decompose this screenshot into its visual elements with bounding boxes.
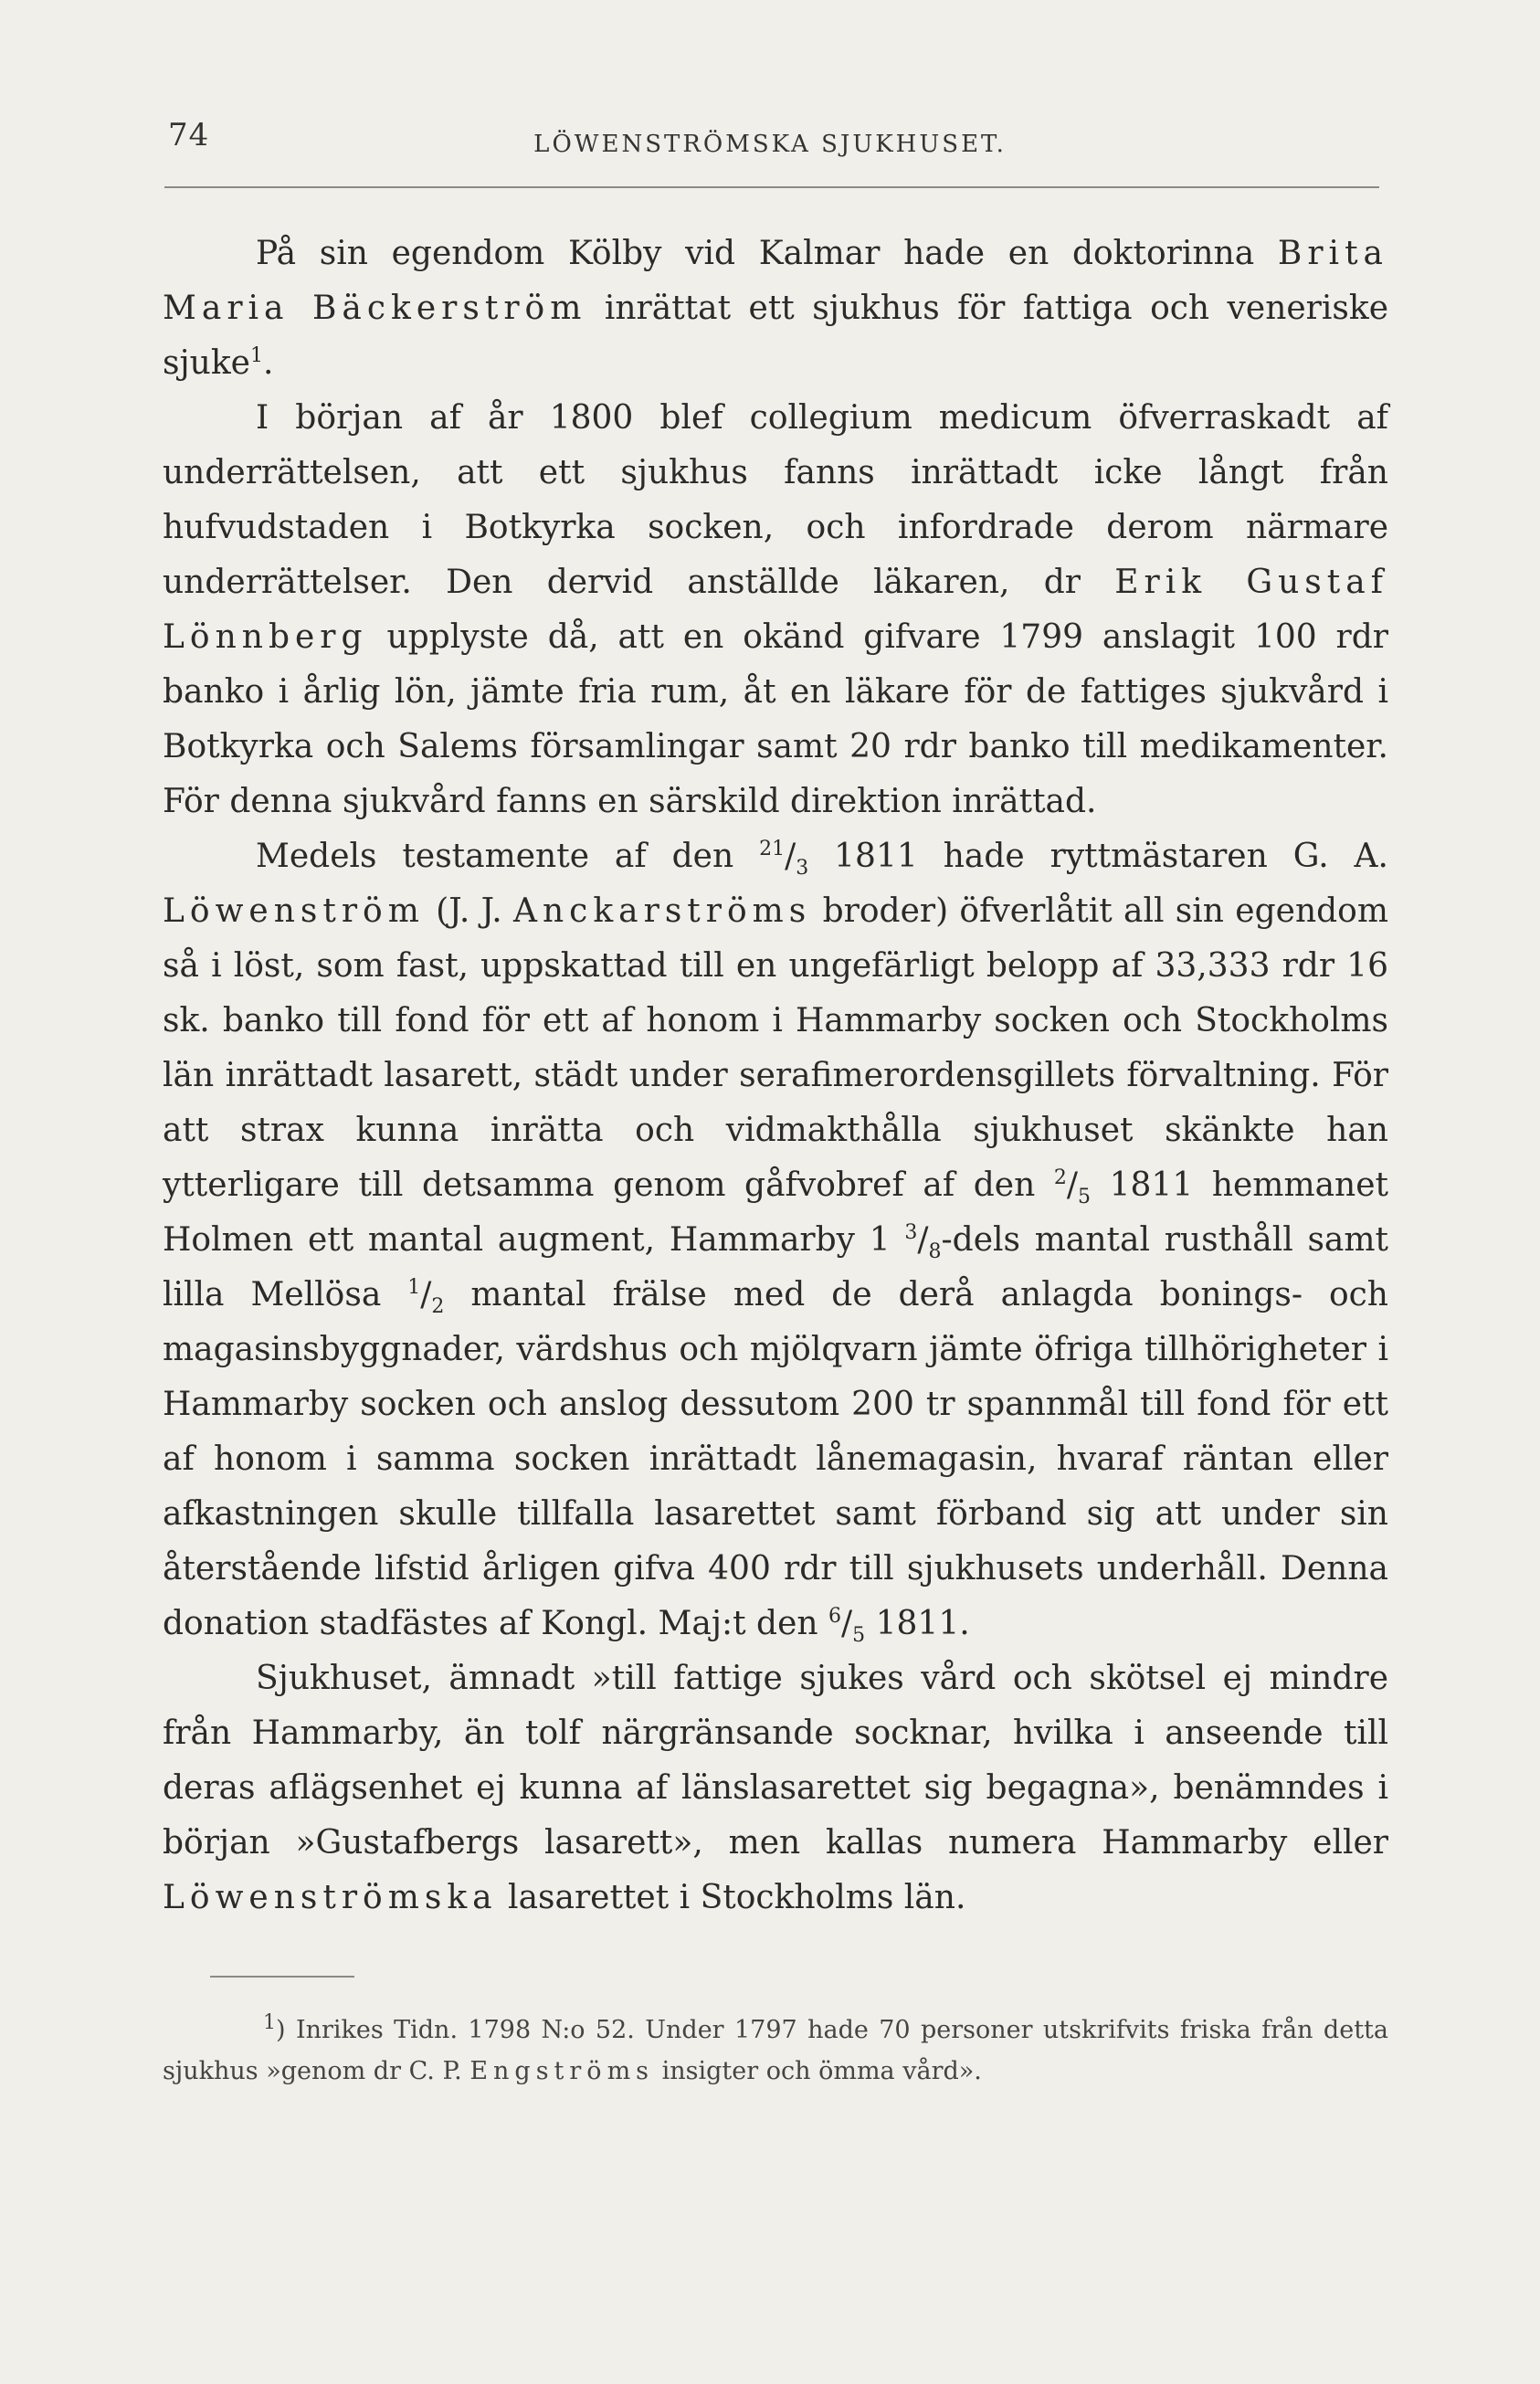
text-run: insigter och ömma vård». [654,2057,982,2085]
running-title: LÖWENSTRÖMSKA SJUKHUSET. [533,131,1007,158]
person-name: Brita Maria Bäckerström [163,235,1388,327]
text-run: upplyste då, att en okänd gifvare 1799 anslagit 100 rdr banko i årlig lön, jämte fria rum, åt en läkare för de fattiges sjukvård i Botkyrka och Salems församlingar samt 20 rdr banko till medikamenter. För denna sjukvård fanns en särskild direktion inrättad. [163,618,1388,820]
fraction-numerator: 3 [904,1221,918,1244]
person-name: Anckarströms [513,892,812,930]
footnote-rule [210,1976,354,1978]
footnote-ref: 1 [249,344,263,367]
person-name: Löwenström [163,892,425,930]
text-run: I början af år 1800 blef collegium medicum öfverraskadt af underrättelsen, att ett sjukhus fanns inrättadt icke långt från hufvudstaden i Botkyrka socken, och infordrade derom närmare underrättelser. Den dervid anställde läkaren, dr [163,399,1388,601]
text-run: 1811 hade ryttmästaren G. A. [808,838,1388,875]
date-month: 5 [1078,1186,1092,1209]
fraction-denominator: 2 [431,1295,445,1319]
text-run: På sin egendom Kölby vid Kalmar hade en doktorinna [256,235,1278,272]
text-run: (J. J. [424,892,513,930]
header-rule [164,186,1379,188]
person-name: Erik Gustaf Lönnberg [163,564,1388,656]
fraction-denominator: 8 [928,1240,942,1264]
date-month: 5 [852,1624,866,1648]
text-run: Medels testamente af den [256,838,760,875]
text-run: lasarettet i Stockholms län. [497,1879,966,1916]
text-run: . [262,344,274,382]
text-run: broder) öfverlåtit all sin egendom så i löst, som fast, uppskattad till en ungefärligt belopp af 33,333 rdr 16 sk. banko till fond för ett af honom i Hammarby socken och Stockholms län inrättadt lasarett, städt under serafimerordensgillets förvaltning. För att strax kunna inrätta och vidmakthålla sjukhuset skänkte han ytterligare till detsamma genom gåfvobref af den [163,892,1388,1204]
paragraph-2 [163,391,1388,829]
footnote-marker: 1 [263,2011,276,2034]
fraction-numerator: 1 [407,1276,421,1299]
person-name: Engströms [469,2057,655,2085]
body-text [163,227,1388,1925]
text-run: 1811. [865,1605,970,1642]
date-day: 6 [828,1605,842,1628]
person-name: Löwenströmska [163,1879,498,1916]
date-day: 21 [759,838,786,860]
paragraph-4 [163,1651,1388,1925]
date-month: 3 [796,857,809,881]
text-run: Inrikes Tidn. 1798 N:o 52. Under 1797 hade 70 personer utskrifvits friska från detta sjukhus »genom dr C. P. [163,2016,1388,2085]
date-day: 2 [1053,1166,1067,1189]
text-run: mantal frälse med de derå anlagda bonings- och magasinsbyggnader, värdshus och mjölqvarn jämte öfriga tillhörigheter i Hammarby socken och anslog dessutom 200 tr spannmål till fond för ett af honom i samma socken inrättadt lånemagasin, hvaraf räntan eller afkastningen skulle tillfalla lasarettet samt förband sig att under sin återstående lifstid årligen gifva 400 rdr till sjukhusets underhåll. Denna donation stadfästes af Kongl. Maj:t den [163,1276,1388,1642]
page-number: 74 [168,117,210,153]
text-run: Sjukhuset, ämnadt »till fattige sjukes vård och skötsel ej mindre från Hammarby, än tolf närgränsande socknar, hvilka i anseende till deras aflägsenhet ej kunna af länslasarettet sig begagna», benämndes i början »Gustafbergs lasarett», men kallas numera Hammarby eller [163,1660,1388,1862]
footnote: $^1$) Inrikes Tidn. 1798 N:o 52. Under 1797 hade 70 personer utskrifvits friska från detta sjukhus »genom dr C. P. Engströms insigter och ömma vård». [163,2011,1388,2085]
text-run: 1811 hemmanet Holmen ett mantal augment, Hammarby 1 [163,1166,1388,1259]
paragraph-1 [163,227,1388,391]
text-run: -dels mantal rusthåll samt lilla Mellösa [163,1221,1388,1313]
text-run: inrättat ett sjukhus för fattiga och veneriske sjuke [163,290,1389,382]
paragraph-3: Medels testamente af den $^{21}/_3$ 1811 hade ryttmästaren G. A. Löwenström (J. J. Anckarströms broder) öfverlåtit all sin egendom så i löst, som fast, uppskattad till en ungefärligt belopp af 33,333 rdr 16 sk. banko till fond för ett af honom i Hammarby socken och Stockholms län inrättadt lasarett, städt under serafimerordensgillets förvaltning. För att strax kunna inrätta och vidmakthålla sjukhuset skänkte han ytterligare till detsamma genom gåfvobref af den $^2/_5$ 1811 hemmanet Holmen ett mantal augment, Hammarby 1 $^3/_8$-dels mantal rusthåll samt lilla Mellösa $^1/_2$ mantal frälse med de derå anlagda bonings- och magasinsbyggnader, värdshus och mjölqvarn jämte öfriga tillhörigheter i Hammarby socken och anslog dessutom 200 tr spannmål till fond för ett af honom i samma socken inrättadt lånemagasin, hvaraf räntan eller afkastningen skulle tillfalla lasarettet samt förband sig att under sin återstående lifstid årligen gifva 400 rdr till sjukhusets underhåll. Denna donation stadfästes af Kongl. Maj:t den $^6/_5$ 1811. [163,838,1388,1648]
